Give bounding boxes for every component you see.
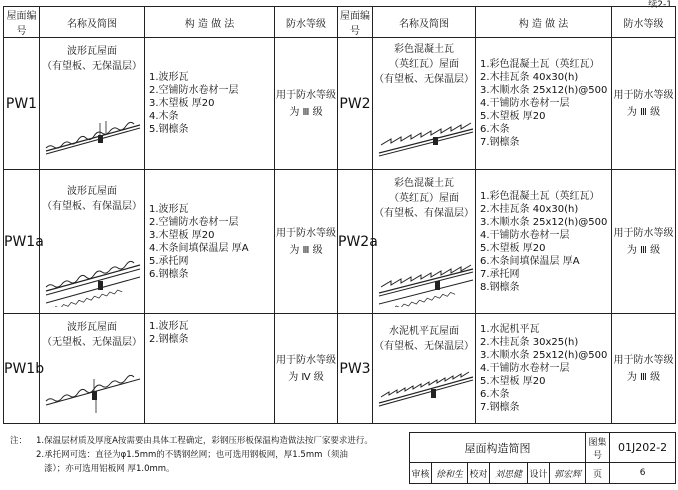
grade-line: 用于防水等级 [276,89,336,101]
method-item: 2.木挂瓦条 40x30(h) [480,72,579,83]
method-item: 2.空铺防水卷材一层 [149,85,239,96]
method-item: 1.波形瓦 [149,203,189,215]
name-and-sketch [40,38,145,170]
header-waterproof-grade: 防水等级 [275,7,338,38]
waterproof-grade [275,314,338,424]
roof-construction-table [3,6,676,424]
method-item: 8.钢檩条 [480,281,520,293]
name-and-sketch [373,38,476,170]
method-item: 4.干铺防水卷材一层 [480,98,570,109]
method-item: 3.木顺水条 25x12(h)@500 [480,216,608,228]
roof-name-line: （有望板、有保温层） [374,208,474,219]
method-item: 4.木条间填保温层 厚A [149,242,249,254]
method-item: 6.木条间填保温层 厚A [480,255,580,267]
waterproof-grade [275,38,338,170]
roof-section-sketch-icon [44,103,144,163]
method-item: 6.木条 [480,124,510,135]
grade-line: 用于防水等级 [613,89,674,101]
name-and-sketch [40,314,145,424]
construction-methods [145,314,275,424]
grade-line: 用于防水等级 [276,227,336,239]
review-signature: 徐和生 [432,463,468,484]
table-row [4,170,676,314]
method-item: 2.木挂瓦条 30x25(h) [480,337,579,348]
method-item: 7.钢檩条 [480,402,520,413]
sheet-continuation-label: 续2-1 [648,0,672,10]
roof-code: PW2a [338,170,373,314]
method-item: 1.彩色混凝土瓦（英红瓦） [480,190,600,202]
roof-code: PW1a [4,170,40,314]
note-line: 2.承托网可选：直径为φ1.5mm的不锈钢丝网；也可选用钢板网，厚1.5mm（须油 [36,450,348,460]
name-and-sketch [40,170,145,314]
roof-code: PW1b [4,314,40,424]
note-line: 漆）；亦可选用铝板网 厚1.0mm。 [44,464,175,474]
waterproof-grade [612,170,676,314]
roof-name-line: 波形瓦屋面 [67,186,117,197]
header-waterproof-grade: 防水等级 [612,7,676,38]
notes-block [10,434,400,476]
check-signature: 刘思健 [490,463,528,484]
page-label: 页 [586,463,610,484]
method-item: 6.钢檩条 [149,268,189,280]
method-item: 1.波形瓦 [149,72,189,83]
waterproof-grade [275,170,338,314]
table-row [4,314,676,424]
check-label: 校对 [468,463,490,484]
waterproof-grade [612,38,676,170]
method-item: 2.木挂瓦条 40x30(h) [480,203,579,215]
header-name-sketch: 名称及简图 [40,7,145,38]
method-item: 3.木顺水条 25x12(h)@500 [480,350,608,361]
method-item: 4.干铺防水卷材一层 [480,363,570,374]
construction-methods [476,38,612,170]
title-block [409,432,676,484]
roof-name-line: 彩色混凝土瓦 [394,44,454,55]
page-number: 6 [610,463,676,484]
construction-methods [145,38,275,170]
method-item: 2.钢檩条 [149,334,189,345]
method-item: 1.波形瓦 [149,321,189,332]
grade-line: 为 Ⅳ 级 [288,371,324,383]
roof-name-line: （有望板、无保温层） [42,61,142,72]
construction-methods [476,314,612,424]
method-item: 5.木望板 厚20 [480,376,546,387]
method-item: 5.木望板 厚20 [480,111,546,122]
method-item: 1.彩色混凝土瓦（英红瓦） [480,59,600,70]
grade-line: 用于防水等级 [613,227,674,239]
method-item: 4.木条 [149,111,179,122]
roof-section-sketch-icon [377,357,477,417]
roof-name-line: 波形瓦屋面 [67,322,117,333]
notes-lead: 注： [10,436,28,446]
design-signature: 郭宏辉 [550,463,586,484]
construction-methods [145,170,275,314]
roof-section-sketch-icon [377,247,477,307]
name-and-sketch [373,314,476,424]
header-name-sketch: 名称及简图 [373,7,476,38]
roof-name-line: 彩色混凝土瓦 [394,178,454,189]
drawing-title: 屋面构造简图 [410,433,586,463]
header-roof-code: 屋面编号 [4,7,40,38]
table-row [4,38,676,170]
method-item: 2.空铺防水卷材一层 [149,216,239,228]
roof-name-line: （有望板、无保温层） [374,341,474,352]
method-item: 5.承托网 [149,255,189,267]
method-item: 3.木顺水条 25x12(h)@500 [480,85,608,96]
roof-section-sketch-icon [44,247,144,307]
roof-name-line: （无望板、无保温层） [42,337,142,348]
grade-line: 为 Ⅲ 级 [289,106,323,118]
method-item: 3.木望板 厚20 [149,229,215,241]
design-label: 设计 [528,463,550,484]
roof-code: PW1 [4,38,40,170]
name-and-sketch [373,170,476,314]
review-label: 审核 [410,463,432,484]
method-item: 6.木条 [480,389,510,400]
grade-line: 用于防水等级 [276,354,336,366]
grade-line: 为 Ⅲ 级 [289,244,323,256]
note-line: 1.保温层材质及厚度A按需要由具体工程确定，彩钢压形板保温构造做法按厂家要求进行。 [36,436,373,446]
method-item: 7.承托网 [480,268,520,280]
roof-name-line: （英红瓦）屋面 [389,59,459,70]
roof-name-line: （有望板、无保温层） [374,74,474,85]
grade-line: 为 Ⅲ 级 [626,371,661,383]
header-row [4,7,676,38]
header-roof-code: 屋面编号 [338,7,373,38]
waterproof-grade [612,314,676,424]
method-item: 3.木望板 厚20 [149,98,215,109]
header-construction: 构 造 做 法 [145,7,275,38]
header-construction: 构 造 做 法 [476,7,612,38]
method-item: 4.干铺防水卷材一层 [480,229,570,241]
roof-code: PW2 [338,38,373,170]
method-item: 7.钢檩条 [480,137,520,148]
grade-line: 为 Ⅲ 级 [626,244,661,256]
construction-methods [476,170,612,314]
method-item: 5.钢檩条 [149,124,189,135]
method-item: 1.水泥机平瓦 [480,324,540,335]
grade-line: 用于防水等级 [613,354,674,366]
roof-name-line: 波形瓦屋面 [67,46,117,57]
method-item: 5.木望板 厚20 [480,242,546,254]
roof-name-line: 水泥机平瓦屋面 [389,326,459,337]
atlas-label: 图集号 [586,433,610,463]
roof-name-line: （有望板、有保温层） [42,201,142,212]
roof-name-line: （英红瓦）屋面 [389,193,459,204]
roof-code: PW3 [338,314,373,424]
roof-section-sketch-icon [44,357,144,417]
atlas-number: 01J202-2 [610,433,676,463]
grade-line: 为 Ⅲ 级 [626,106,661,118]
roof-section-sketch-icon [377,103,477,163]
